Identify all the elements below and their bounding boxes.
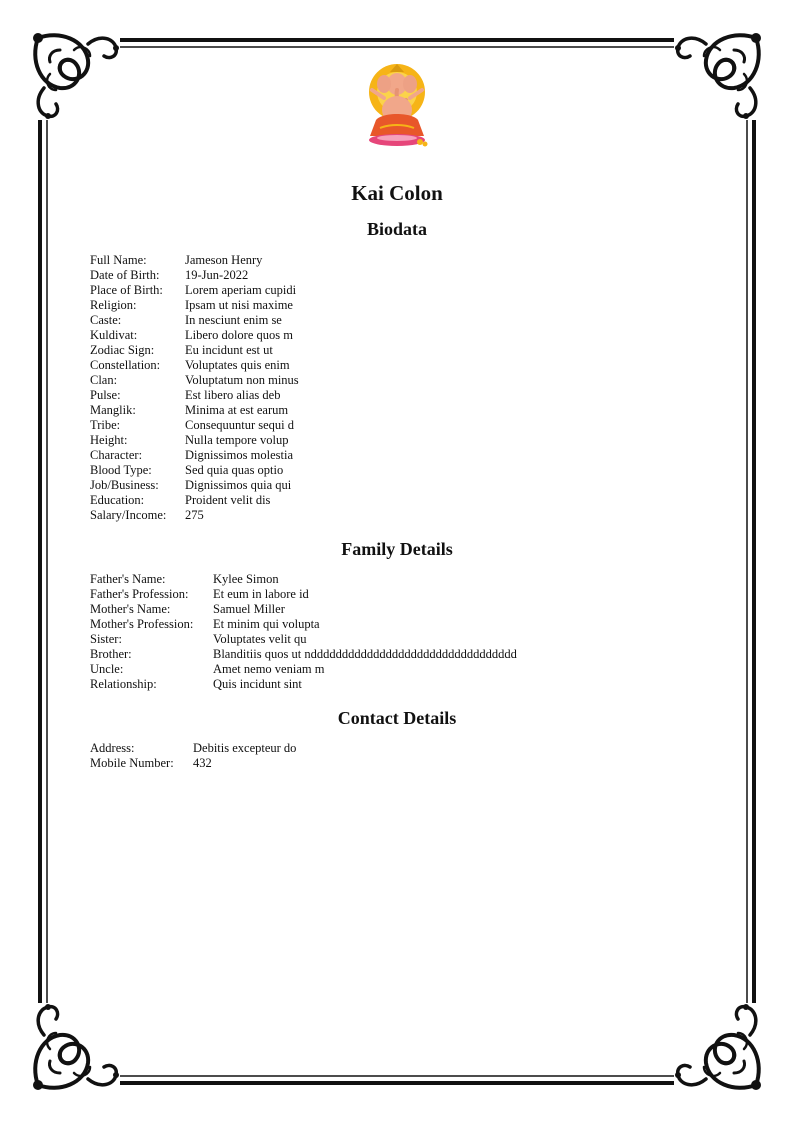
table-row (90, 478, 299, 493)
field-label: Pulse: (90, 388, 121, 402)
table-row (90, 508, 299, 523)
table-row (90, 677, 517, 692)
contact-details-heading: Contact Details (337, 708, 457, 728)
field-value: Kylee Simon (213, 572, 279, 586)
table-row (90, 602, 517, 617)
contact-details-table (90, 741, 296, 771)
field-value: Voluptates velit qu (213, 632, 307, 646)
table-row (90, 433, 299, 448)
field-label: Mobile Number: (90, 756, 174, 770)
field-label: Full Name: (90, 253, 147, 267)
field-label: Height: (90, 433, 128, 447)
field-value: Blanditiis quos ut nddddddddddddddddddddddddddddddddd (213, 647, 517, 661)
table-row (90, 741, 296, 756)
field-value: Proident velit dis (185, 493, 271, 507)
field-label: Mother's Name: (90, 602, 171, 616)
field-value: Minima at est earum (185, 403, 289, 417)
table-row (90, 358, 299, 373)
field-value: Debitis excepteur do (193, 741, 297, 755)
ganesha-icon (362, 62, 432, 148)
field-label: Sister: (90, 632, 122, 646)
field-value: Nulla tempore volup (185, 433, 289, 447)
table-row (90, 463, 299, 478)
corner-ornament-top-right (675, 33, 761, 119)
table-row (90, 662, 517, 677)
table-row (90, 493, 299, 508)
person-name: Kai Colon (351, 181, 443, 205)
field-label: Zodiac Sign: (90, 343, 155, 357)
field-value: In nesciunt enim se (185, 313, 282, 327)
field-label: Tribe: (90, 418, 121, 432)
table-row (90, 403, 299, 418)
field-value: Et minim qui volupta (213, 617, 320, 631)
field-value: Eu incidunt est ut (185, 343, 273, 357)
field-label: Kuldivat: (90, 328, 138, 342)
table-row (90, 418, 299, 433)
table-row (90, 313, 299, 328)
table-row (90, 617, 517, 632)
table-row (90, 448, 299, 463)
field-label: Constellation: (90, 358, 161, 372)
field-label: Uncle: (90, 662, 124, 676)
field-value: Amet nemo veniam m (213, 662, 325, 676)
field-label: Salary/Income: (90, 508, 167, 522)
table-row (90, 268, 299, 283)
corner-ornament-top-left (33, 33, 119, 119)
field-value: 19-Jun-2022 (185, 268, 249, 282)
family-details-heading: Family Details (341, 539, 453, 559)
field-value: Consequuntur sequi d (185, 418, 295, 432)
field-value: 432 (193, 756, 212, 770)
field-label: Religion: (90, 298, 137, 312)
field-label: Address: (90, 741, 135, 755)
field-label: Father's Profession: (90, 587, 189, 601)
corner-ornament-bottom-right (675, 1004, 761, 1090)
biodata-table (90, 253, 299, 523)
field-label: Caste: (90, 313, 122, 327)
field-label: Mother's Profession: (90, 617, 194, 631)
table-row (90, 253, 299, 268)
field-label: Brother: (90, 647, 132, 661)
field-label: Place of Birth: (90, 283, 163, 297)
field-label: Father's Name: (90, 572, 166, 586)
field-value: Libero dolore quos m (185, 328, 293, 342)
table-row (90, 373, 299, 388)
table-row (90, 328, 299, 343)
table-row (90, 572, 517, 587)
field-label: Job/Business: (90, 478, 159, 492)
field-label: Blood Type: (90, 463, 152, 477)
table-row (90, 343, 299, 358)
field-label: Manglik: (90, 403, 136, 417)
field-value: Dignissimos quia qui (185, 478, 292, 492)
field-value: Jameson Henry (185, 253, 263, 267)
field-value: Et eum in labore id (213, 587, 309, 601)
field-value: Dignissimos molestia (185, 448, 293, 462)
field-value: Quis incidunt sint (213, 677, 302, 691)
corner-ornament-bottom-left (33, 1004, 119, 1090)
field-value: Est libero alias deb (185, 388, 281, 402)
field-label: Character: (90, 448, 143, 462)
table-row (90, 388, 299, 403)
field-value: Lorem aperiam cupidi (185, 283, 297, 297)
field-label: Education: (90, 493, 145, 507)
table-row (90, 647, 517, 662)
family-details-table (90, 572, 517, 692)
field-label: Clan: (90, 373, 118, 387)
field-value: Samuel Miller (213, 602, 285, 616)
field-label: Date of Birth: (90, 268, 160, 282)
biodata-heading: Biodata (366, 219, 427, 239)
field-value: Sed quia quas optio (185, 463, 284, 477)
field-value: Ipsam ut nisi maxime (185, 298, 293, 312)
table-row (90, 298, 299, 313)
table-row (90, 756, 296, 771)
field-label: Relationship: (90, 677, 157, 691)
table-row (90, 283, 299, 298)
field-value: Voluptatum non minus (185, 373, 299, 387)
table-row (90, 632, 517, 647)
field-value: 275 (185, 508, 204, 522)
field-value: Voluptates quis enim (185, 358, 290, 372)
table-row (90, 587, 517, 602)
